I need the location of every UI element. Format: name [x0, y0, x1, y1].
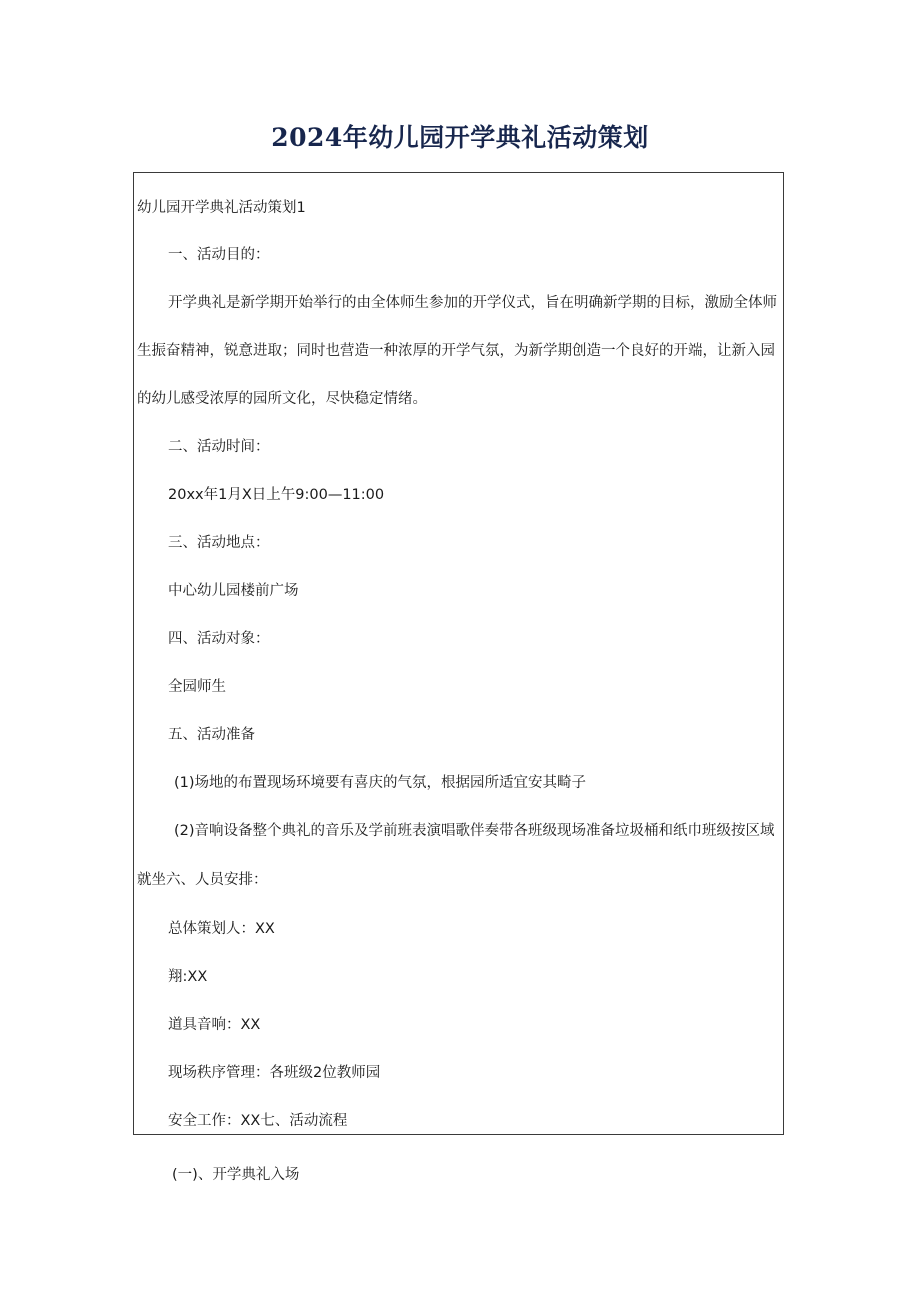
- section-heading: 五、活动准备: [168, 727, 255, 743]
- content-box: [133, 172, 784, 1135]
- paragraph-line: (1)场地的布置现场环境要有喜庆的气氛，根据园所适宜安其畸子: [174, 775, 587, 791]
- paragraph-line: 安全工作：XX七、活动流程: [168, 1113, 348, 1129]
- section-heading: 一、活动目的：: [168, 247, 270, 263]
- paragraph-line: 道具音响：XX: [168, 1017, 261, 1033]
- section-heading: 三、活动地点：: [168, 535, 270, 551]
- paragraph-line: 翔:XX: [168, 969, 208, 985]
- paragraph-line: (2)音响设备整个典礼的音乐及学前班表演唱歌伴奏带各班级现场准备垃圾桶和纸巾班级按区域: [174, 823, 775, 839]
- paragraph-line: 全园师生: [168, 679, 226, 695]
- section-heading-after-box: (一)、开学典礼入场: [172, 1167, 300, 1183]
- paragraph-line: 中心幼儿园楼前广场: [168, 583, 299, 599]
- paragraph-line: 生振奋精神，锐意进取；同时也营造一种浓厚的开学气氛，为新学期创造一个良好的开端，让新入园: [137, 343, 775, 359]
- paragraph-line: 的幼儿感受浓厚的园所文化，尽快稳定情绪。: [137, 391, 427, 407]
- paragraph-line: 现场秩序管理：各班级2位教师园: [168, 1065, 381, 1081]
- paragraph-line: 开学典礼是新学期开始举行的由全体师生参加的开学仪式，旨在明确新学期的目标，激励全体师: [168, 295, 777, 311]
- section-heading: 幼儿园开学典礼活动策划1: [137, 200, 306, 216]
- section-heading: 二、活动时间：: [168, 439, 270, 455]
- paragraph-line: 就坐六、人员安排：: [137, 872, 268, 888]
- paragraph-line: 20xx年1月X日上午9:00—11:00: [168, 487, 385, 503]
- paragraph-line: 总体策划人：XX: [168, 921, 275, 937]
- document-title: 2024年幼儿园开学典礼活动策划: [271, 123, 649, 152]
- section-heading: 四、活动对象：: [168, 631, 270, 647]
